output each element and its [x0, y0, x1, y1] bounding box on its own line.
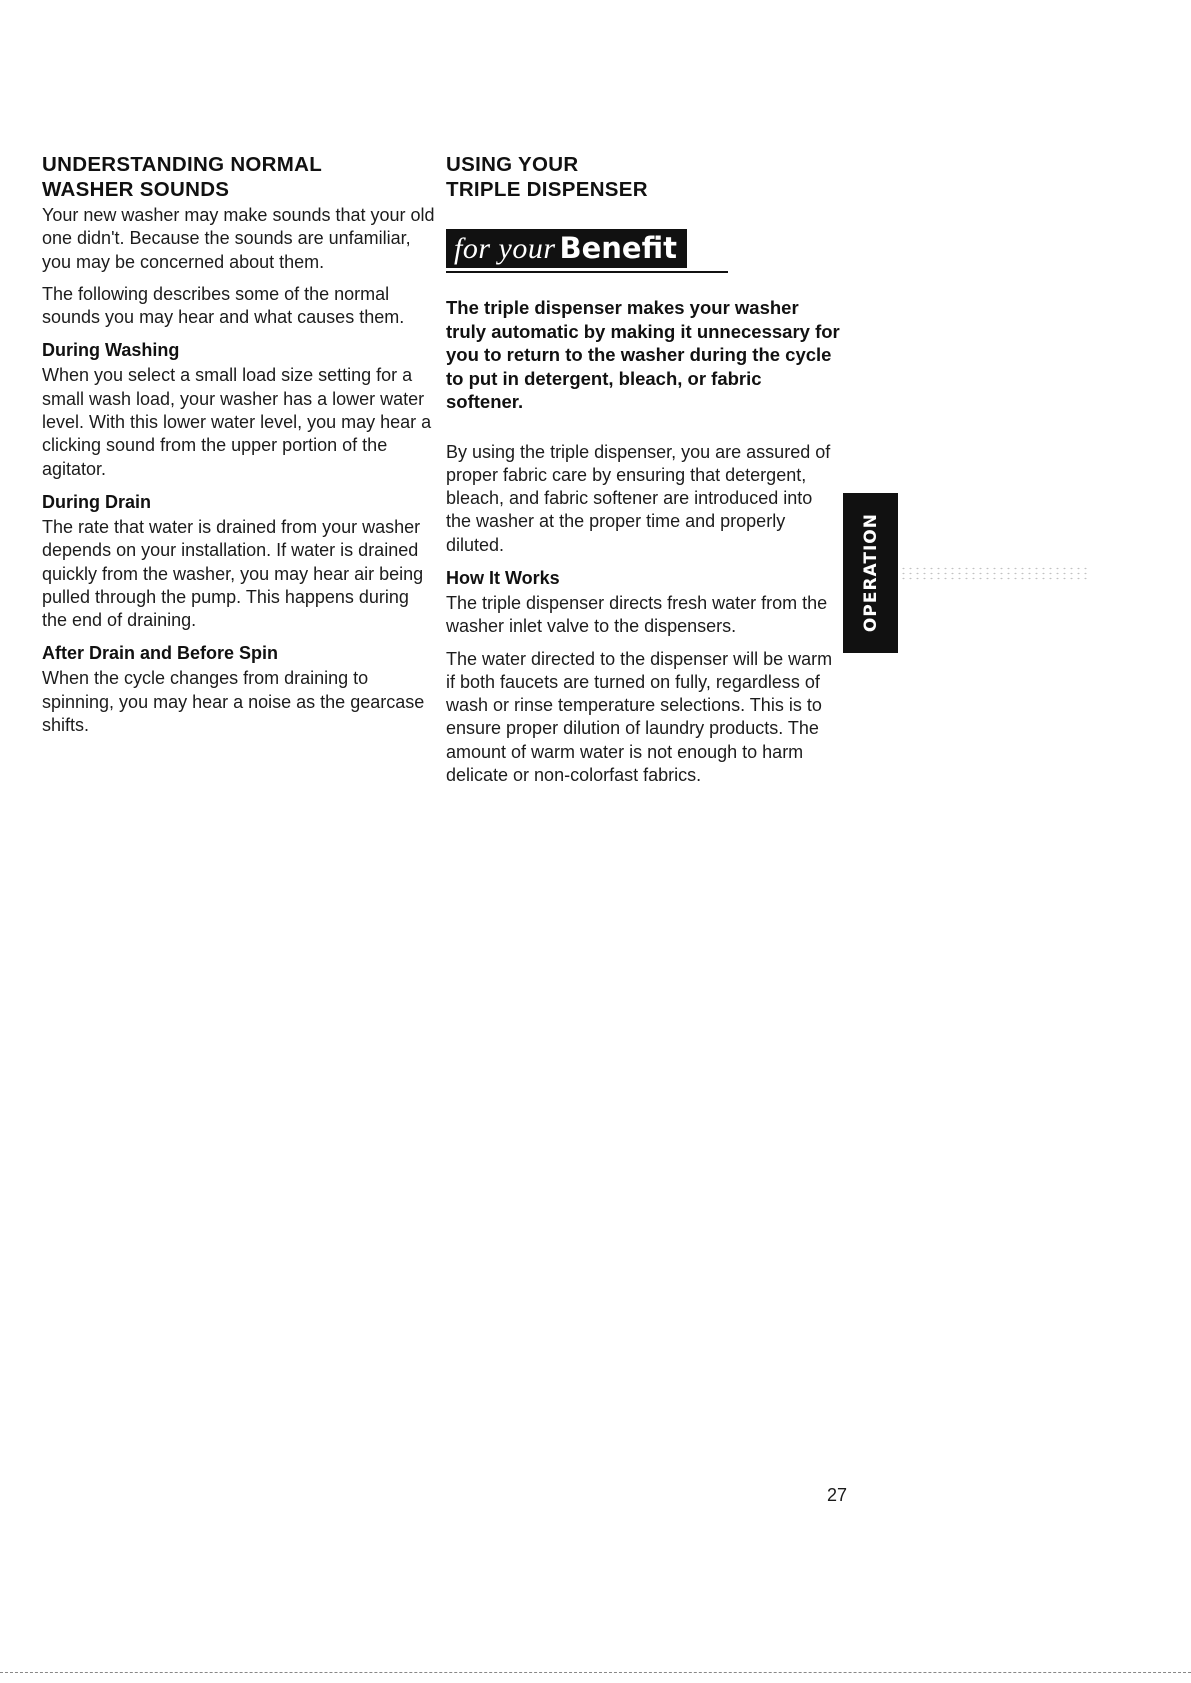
- page-bottom-rule: [0, 1672, 1191, 1674]
- benefit-intro-text: The triple dispenser makes your washer truly automatic by making it unnecessary for you to return to the washer during the cycle to put in detergent, bleach, or fabric softener.: [446, 297, 840, 412]
- how-it-works-text: The triple dispenser directs fresh water from the washer inlet valve to the dispensers.: [446, 592, 828, 637]
- title-line-1: USING YOUR: [446, 153, 579, 176]
- during-drain-text: The rate that water is drained from your washer depends on your installation. If water is drained quickly from the washer, you may hear air being pulled through the pump. This happens during the end of draining.: [42, 516, 424, 631]
- section-title-triple-dispenser: [446, 152, 841, 202]
- side-tab-label: OPERATION: [860, 513, 881, 633]
- benefit-underline: [446, 271, 728, 273]
- right-column: [446, 152, 841, 787]
- after-drain-text: When the cycle changes from draining to spinning, you may hear a noise as the gearcase shifts.: [42, 668, 425, 736]
- during-washing-text: When you select a small load size setting for a small wash load, your washer has a lower water level. With this lower water level, you may hear a clicking sound from the upper portion of the agitator.: [42, 365, 432, 479]
- title-line-1: UNDERSTANDING NORMAL: [42, 153, 323, 176]
- left-column: [42, 152, 437, 737]
- operation-side-tab: [843, 493, 898, 653]
- title-line-2: WASHER SOUNDS: [42, 178, 230, 201]
- for-your-benefit-banner: [446, 229, 728, 273]
- benefit-italic-text: for your: [454, 232, 556, 265]
- section-title-washer-sounds: [42, 152, 437, 202]
- during-drain-heading: During Drain: [42, 491, 152, 512]
- benefit-box: [446, 229, 687, 268]
- page-number: 27: [827, 1485, 848, 1505]
- dispenser-paragraph-1: By using the triple dispenser, you are assured of proper fabric care by ensuring that detergent, bleach, and fabric softener are introduced into the washer at the proper time and properly diluted.: [446, 441, 831, 555]
- after-drain-heading: After Drain and Before Spin: [42, 643, 279, 664]
- benefit-bold-text: Benefit: [559, 231, 677, 265]
- title-line-2: TRIPLE DISPENSER: [446, 178, 648, 201]
- warm-water-text: The water directed to the dispenser will be warm if both faucets are turned on fully, regardless of wash or rinse temperature selections. This is to ensure proper dilution of laundry products. The amount of warm water is not enough to harm delicate or non-colorfast fabrics.: [446, 648, 833, 786]
- intro-paragraph-1: Your new washer may make sounds that your old one didn't. Because the sounds are unfamiliar, you may be concerned about them.: [42, 205, 435, 272]
- how-it-works-heading: How It Works: [446, 567, 560, 588]
- intro-paragraph-2: The following describes some of the normal sounds you may hear and what causes them.: [42, 283, 405, 328]
- during-washing-heading: During Washing: [42, 340, 180, 361]
- scan-speckle-decoration: [900, 566, 1090, 580]
